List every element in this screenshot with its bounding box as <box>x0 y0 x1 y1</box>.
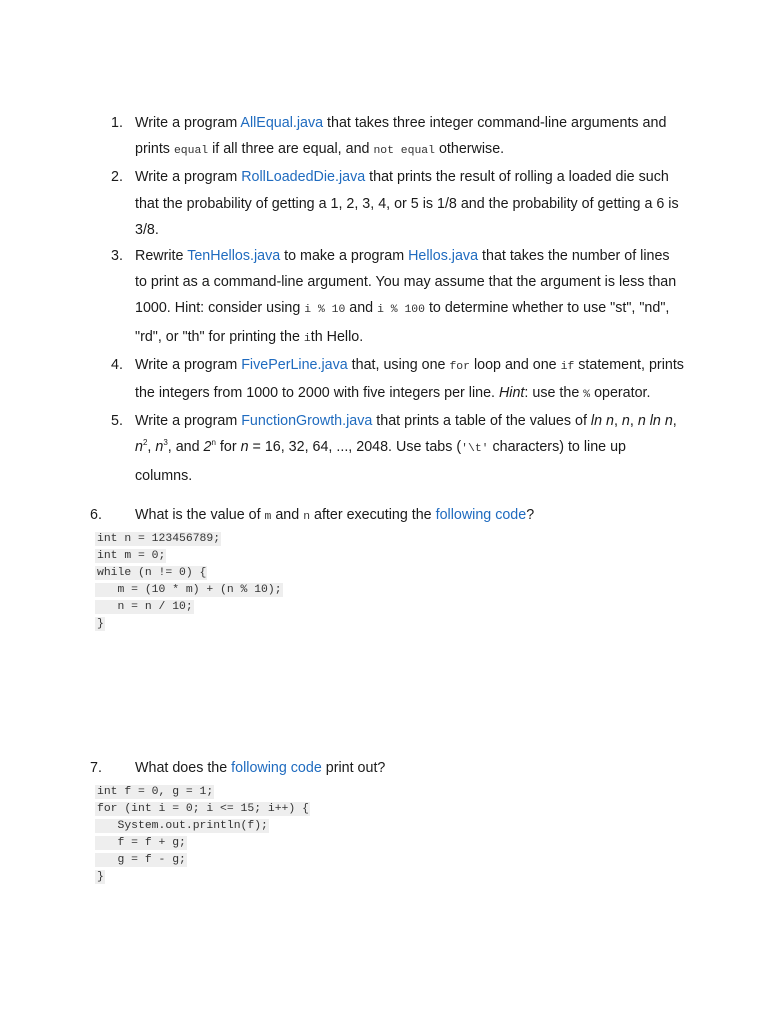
question-number: 6. <box>90 507 102 523</box>
problem-2 <box>104 164 684 243</box>
code-block-6 <box>95 531 283 633</box>
problem-text: , and <box>167 439 204 456</box>
program-link[interactable]: Hellos.java <box>408 248 479 265</box>
question-text <box>135 502 534 530</box>
inline-code: % <box>583 389 591 402</box>
inline-code: equal <box>173 145 209 158</box>
problem-number: 5. <box>111 413 123 430</box>
question-text-part: after executing the <box>310 507 436 523</box>
problem-text: : use the <box>524 385 584 402</box>
superscript: 2 <box>142 438 148 448</box>
inline-code: for <box>449 360 470 373</box>
problem-text: Write a program <box>135 115 241 131</box>
hint-label: Hint <box>498 385 525 402</box>
code-block-7 <box>95 784 310 886</box>
math-term: ln n <box>590 413 614 430</box>
math-term: n <box>240 439 249 456</box>
inline-code: if <box>560 360 575 373</box>
problem-text: operator. <box>590 385 651 402</box>
question-text-part: What is the value of <box>135 507 265 523</box>
superscript: 3 <box>163 438 168 448</box>
problem-text: that, using one <box>347 356 450 373</box>
inline-code: i % 100 <box>377 304 425 317</box>
question-text-part: print out? <box>321 760 386 776</box>
problem-text: statement, prints the integers from 1000 to 2000 with five integers per line. <box>135 356 684 402</box>
problem-text: if all three are equal, and <box>208 141 374 158</box>
problem-text: loop and one <box>469 356 561 373</box>
problem-3 <box>104 243 684 352</box>
inline-code: not equal <box>373 145 435 158</box>
problem-text: th Hello. <box>310 328 364 345</box>
code-line: int n = 123456789; <box>97 533 221 545</box>
code-line: int f = 0, g = 1; <box>97 786 214 798</box>
problem-text: characters) to line up columns. <box>135 439 626 484</box>
superscript: n <box>211 438 216 448</box>
question-text <box>135 755 385 781</box>
question-text-part: ? <box>526 507 535 523</box>
math-term: n ln n <box>637 413 673 430</box>
problem-text: , <box>672 413 677 430</box>
problem-text: Write a program <box>135 413 242 430</box>
problem-text: Write a program <box>135 356 242 373</box>
problem-number: 2. <box>111 169 123 186</box>
math-term: n <box>135 439 143 456</box>
inline-code: '\t' <box>461 443 489 456</box>
program-link[interactable]: AllEqual.java <box>240 115 324 131</box>
problem-text: that prints a table of the values of <box>372 413 591 430</box>
program-link[interactable]: FivePerLine.java <box>241 356 348 373</box>
inline-code: i <box>303 332 311 345</box>
problem-number: 1. <box>111 115 123 131</box>
problem-text: that takes three integer command-line arguments and prints <box>135 115 667 158</box>
code-line: int m = 0; <box>97 550 166 562</box>
problem-text: for <box>215 439 241 456</box>
problem-text: = 16, 32, 64, ..., 2048. Use tabs ( <box>248 439 462 456</box>
problem-text: Rewrite <box>135 248 188 265</box>
problem-number: 3. <box>111 248 123 265</box>
problem-text: Write a program <box>135 169 242 186</box>
problem-text: to make a program <box>280 248 409 265</box>
program-link[interactable]: RollLoadedDie.java <box>241 169 366 186</box>
code-line: g = f - g; <box>97 854 186 866</box>
code-line: f = f + g; <box>97 837 186 849</box>
problem-1 <box>104 110 684 164</box>
problem-text: that takes the number of lines to print as a command-line argument. You may assume that the argument is less than 1000. Hint: consider using <box>135 248 677 317</box>
inline-code: i % 10 <box>304 304 346 317</box>
problem-text: to determine whether to use "st", "nd", "rd", or "th" for printing the <box>135 300 670 345</box>
program-link[interactable]: FunctionGrowth.java <box>241 413 373 430</box>
code-line: n = n / 10; <box>97 601 193 613</box>
math-term: n <box>155 439 164 456</box>
inline-code: n <box>303 511 311 523</box>
code-line: System.out.println(f); <box>97 820 268 832</box>
problem-list <box>104 110 684 489</box>
following-code-link[interactable]: following code <box>435 507 527 523</box>
problem-4 <box>104 352 684 408</box>
inline-code: m <box>264 511 272 523</box>
question-text-part: and <box>271 507 304 523</box>
problem-number: 4. <box>111 356 123 373</box>
problem-text: , <box>147 439 156 456</box>
math-term: 2 <box>203 439 212 456</box>
question-number: 7. <box>90 760 102 776</box>
program-link[interactable]: TenHellos.java <box>187 248 281 265</box>
code-line: } <box>97 618 104 630</box>
math-term: n <box>621 413 630 430</box>
code-line: while (n != 0) { <box>97 567 207 579</box>
problem-text: otherwise. <box>434 141 505 158</box>
code-line: } <box>97 871 104 883</box>
problem-text: and <box>345 300 378 317</box>
problem-5 <box>104 408 684 489</box>
problem-text: , <box>613 413 622 430</box>
following-code-link[interactable]: following code <box>231 760 322 776</box>
problem-text: that prints the result of rolling a loaded die such that the probability of getting a 1, 2, 3, 4, or 5 is 1/8 and the probability of getting a 6 is 3/8. <box>135 169 679 238</box>
code-line: m = (10 * m) + (n % 10); <box>97 584 282 596</box>
code-line: for (int i = 0; i <= 15; i++) { <box>97 803 309 815</box>
question-text-part: What does the <box>135 760 232 776</box>
problem-text: , <box>629 413 638 430</box>
